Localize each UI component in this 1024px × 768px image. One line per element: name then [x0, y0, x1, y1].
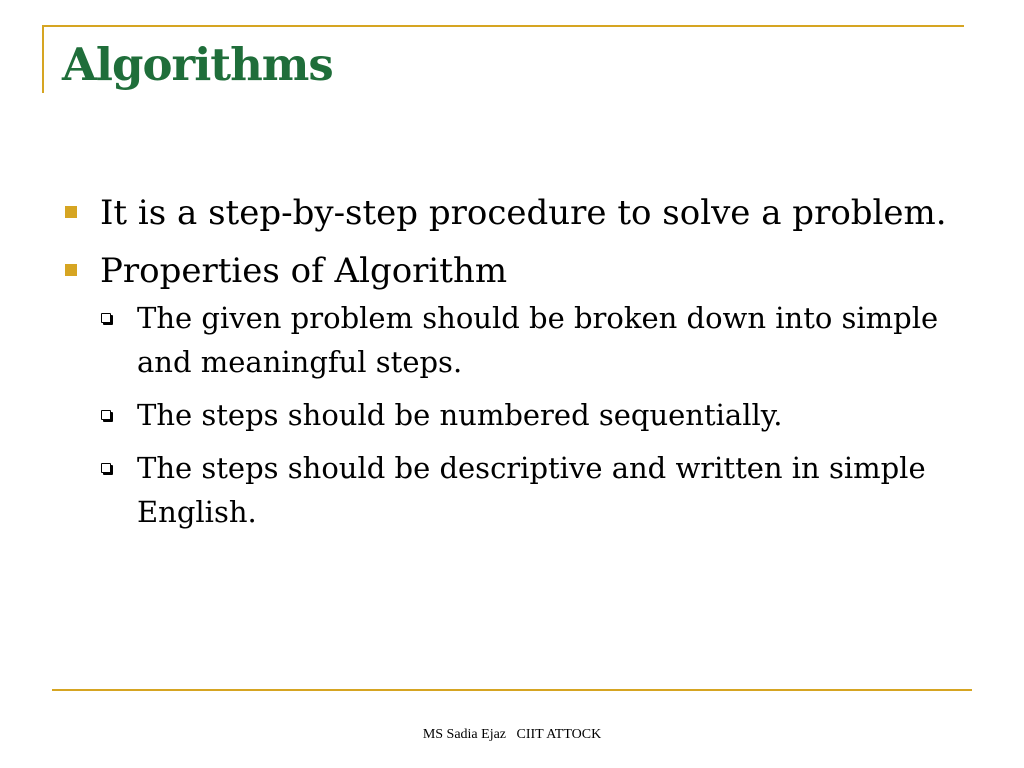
title-frame-left-rule	[42, 25, 44, 93]
sub-bullet-item	[100, 296, 972, 384]
filled-square-bullet-icon	[65, 206, 77, 218]
bullet-item	[62, 246, 972, 534]
sub-bullet-text: The steps should be numbered sequentially.	[137, 398, 783, 432]
bullet-item	[62, 188, 972, 238]
hollow-square-bullet-icon	[101, 313, 111, 323]
sub-bullet-item	[100, 446, 972, 534]
sub-bullet-text: The given problem should be broken down into simple and meaningful steps.	[137, 301, 939, 379]
sub-bullet-item	[100, 393, 972, 437]
bullet-text: It is a step-by-step procedure to solve a problem.	[100, 193, 947, 233]
slide-title: Algorithms	[62, 38, 333, 91]
bullet-text: Properties of Algorithm	[100, 251, 508, 291]
filled-square-bullet-icon	[65, 264, 77, 276]
bullet-list	[62, 188, 972, 543]
hollow-square-bullet-icon	[101, 463, 111, 473]
slide-footer: MS Sadia Ejaz CIIT ATTOCK	[422, 727, 602, 742]
footer-rule	[52, 689, 972, 691]
sub-bullet-text: The steps should be descriptive and written in simple English.	[137, 451, 926, 529]
title-frame-top-rule	[42, 25, 964, 27]
hollow-square-bullet-icon	[101, 410, 111, 420]
sub-bullet-list	[100, 296, 972, 534]
